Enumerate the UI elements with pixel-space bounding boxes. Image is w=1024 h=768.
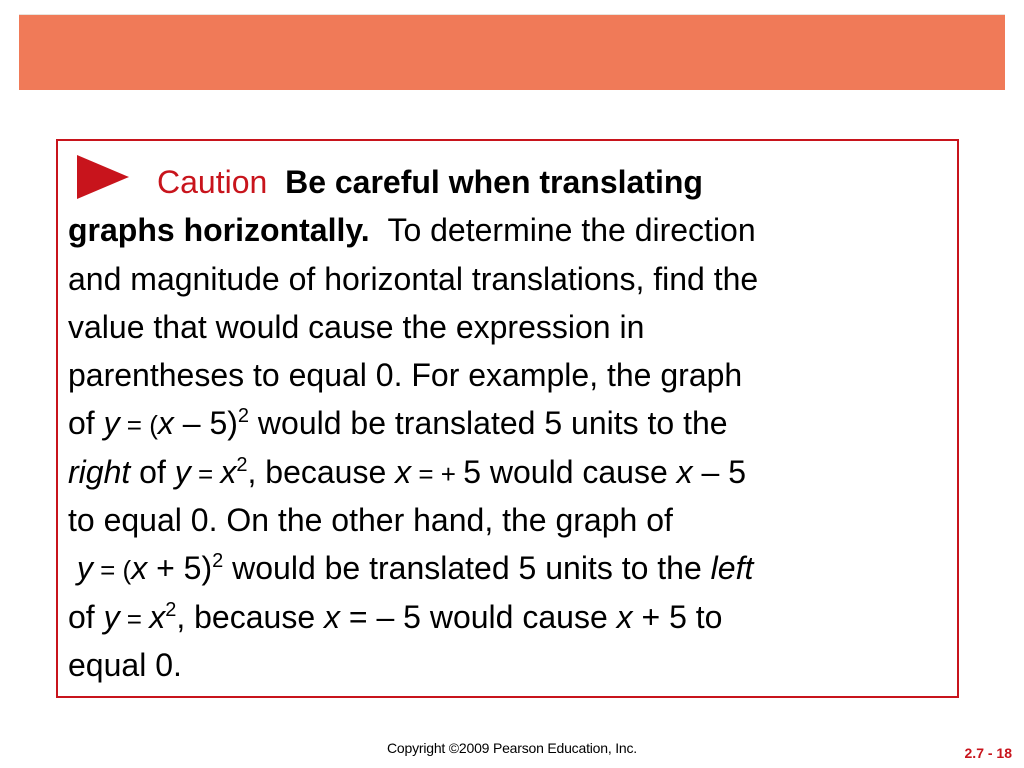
- text-line-9: [68, 544, 948, 592]
- caution-heading-part1: Be careful when translating: [285, 164, 703, 200]
- text-because: , because: [176, 598, 324, 635]
- text-of: of: [130, 453, 175, 490]
- equals: =: [190, 458, 221, 489]
- word-right: right: [68, 453, 131, 490]
- equals-plus: = +: [411, 458, 464, 489]
- line-6-rest: would be translated 5 units to the: [249, 405, 728, 442]
- exponent: 2: [237, 405, 250, 428]
- equals-minus-five: = – 5 would cause: [340, 598, 617, 635]
- var-x: x: [220, 453, 237, 490]
- var-x: x: [395, 453, 412, 490]
- var-x: x: [616, 598, 633, 635]
- line-9-rest: would be translated 5 units to the: [223, 550, 711, 587]
- exponent: 2: [165, 598, 177, 621]
- var-x: x: [149, 598, 166, 635]
- var-y: y: [103, 598, 120, 635]
- var-x: x: [676, 453, 693, 490]
- caution-text: [68, 158, 948, 689]
- plus-five: + 5): [147, 550, 213, 587]
- word-left: left: [710, 550, 754, 587]
- copyright-footer: Copyright ©2009 Pearson Education, Inc.: [386, 740, 637, 756]
- text-line-1: [68, 158, 948, 206]
- text-line-8: to equal 0. On the other hand, the graph of: [68, 502, 673, 539]
- equals: =: [119, 603, 150, 634]
- text-line-7: [68, 448, 948, 496]
- text-line-6: [68, 399, 948, 447]
- minus-five: – 5: [692, 453, 747, 490]
- exponent: 2: [236, 453, 248, 476]
- minus-five: – 5): [173, 405, 238, 442]
- equals-paren: = (: [119, 410, 158, 441]
- text-line-4: value that would cause the expression in: [68, 308, 645, 345]
- text-line-10: [68, 593, 948, 641]
- page-number: 2.7 - 18: [964, 745, 1012, 761]
- var-x: x: [157, 405, 174, 442]
- text-line-2: [68, 206, 948, 254]
- text-line-11: equal 0.: [68, 646, 182, 683]
- text-because: , because: [247, 453, 396, 490]
- var-y: y: [174, 453, 191, 490]
- equals-paren: = (: [92, 555, 132, 586]
- var-x: x: [324, 598, 340, 635]
- text-of: of: [68, 405, 104, 442]
- text-of: of: [68, 598, 104, 635]
- caution-label: Caution: [157, 164, 268, 200]
- caution-heading-part2: graphs horizontally.: [68, 212, 370, 249]
- var-y: y: [76, 550, 93, 587]
- plus-five-to: + 5 to: [632, 598, 723, 635]
- var-y: y: [103, 405, 120, 442]
- title-banner: [19, 14, 1005, 90]
- exponent: 2: [212, 550, 224, 573]
- line-2-text: To determine the direction: [387, 212, 756, 249]
- text-would-cause: 5 would cause: [463, 453, 677, 490]
- text-line-3: and magnitude of horizontal translations, find the: [68, 260, 759, 297]
- text-line-5: parentheses to equal 0. For example, the graph: [68, 357, 743, 394]
- var-x: x: [131, 550, 148, 587]
